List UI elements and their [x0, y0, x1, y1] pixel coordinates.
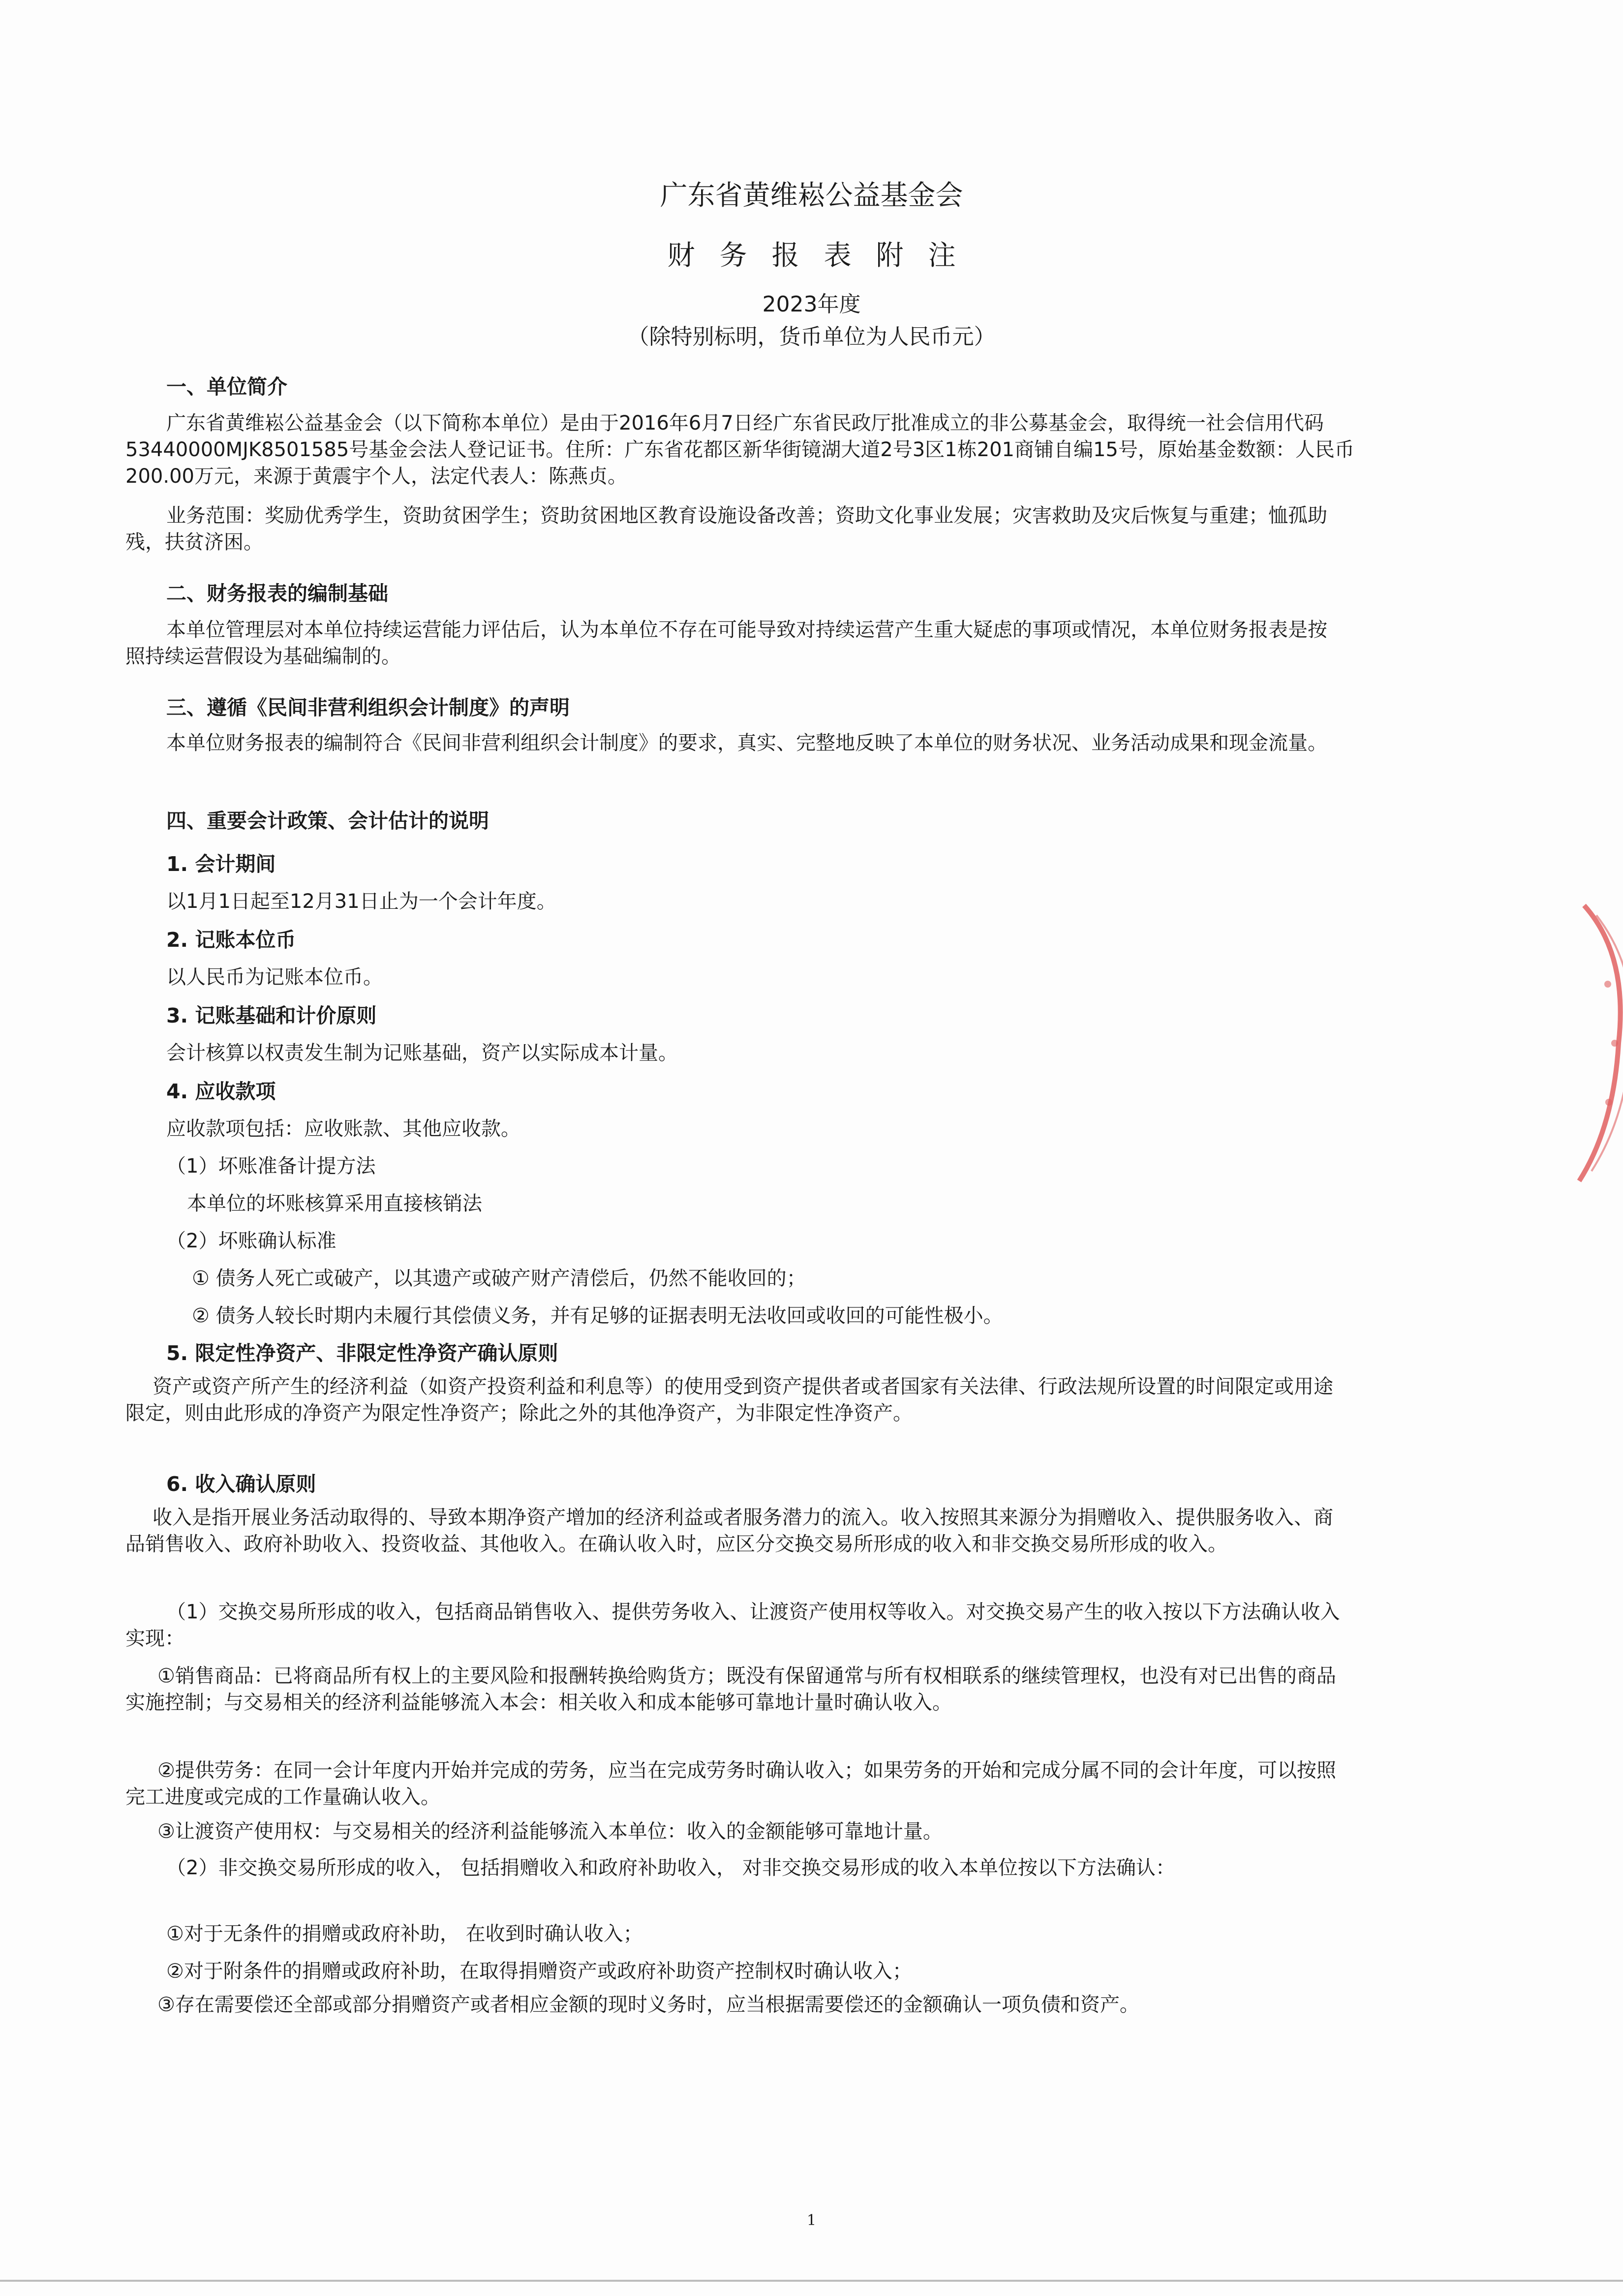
subsection-heading: 1. 会计期间: [166, 852, 276, 876]
subsection-text: 以人民币为记账本位币。: [166, 966, 383, 989]
list-text: 实现：: [125, 1627, 184, 1650]
section-1-text: 53440000MJK8501585号基金会法人登记证书。住所：广东省花都区新华街镜湖大道2号3区1栋201商铺自编15号，原始基金数额：人民币: [125, 438, 1354, 461]
list-item: ③存在需要偿还全部或部分捐赠资产或者相应金额的现时义务时，应当根据需要偿还的金额确认一项负债和资产。: [157, 1993, 1139, 2016]
subsection-text: 资产或资产所产生的经济利益（如资产投资利益和利息等）的使用受到资产提供者或者国家有关法律、行政法规所设置的时间限定或用途: [153, 1375, 1333, 1398]
list-item: ①销售商品：已将商品所有权上的主要风险和报酬转换给购货方；既没有保留通常与所有权相联系的继续管理权，也没有对已出售的商品: [157, 1665, 1336, 1687]
subsection-heading: 2. 记账本位币: [166, 928, 296, 952]
report-year: 2023年度: [762, 292, 861, 317]
page-bottom-edge: [0, 2280, 1623, 2282]
subsection-text: 限定，则由此形成的净资产为限定性净资产；除此之外的其他净资产，为非限定性净资产。: [125, 1402, 913, 1425]
subsection-heading: 6. 收入确认原则: [166, 1472, 316, 1496]
section-3-text: 本单位财务报表的编制符合《民间非营利组织会计制度》的要求，真实、完整地反映了本单位的财务状况、业务活动成果和现金流量。: [166, 732, 1327, 754]
subsection-text: 会计核算以权责发生制为记账基础，资产以实际成本计量。: [166, 1042, 678, 1064]
document-title: 广东省黄维崧公益基金会: [660, 180, 963, 212]
business-scope-text: 业务范围：奖励优秀学生，资助贫困学生；资助贫困地区教育设施设备改善；资助文化事业发展；灾害救助及灾后恢复与重建；恤孤助: [166, 504, 1327, 527]
list-item: ① 债务人死亡或破产，以其遗产或破产财产清偿后，仍然不能收回的；: [192, 1267, 806, 1290]
list-item: 完工进度或完成的工作量确认收入。: [125, 1786, 440, 1808]
list-text: （1）交换交易所形成的收入，包括商品销售收入、提供劳务收入、让渡资产使用权等收入。对交换交易产生的收入按以下方法确认收入: [166, 1601, 1340, 1623]
list-heading: （1）坏账准备计提方法: [166, 1155, 376, 1178]
list-heading: （2）坏账确认标准: [166, 1230, 337, 1252]
list-text: 本单位的坏账核算采用直接核销法: [187, 1192, 482, 1215]
list-item: ②对于附条件的捐赠或政府补助，在取得捐赠资产或政府补助资产控制权时确认收入；: [166, 1960, 912, 1983]
section-2-heading: 二、财务报表的编制基础: [166, 582, 388, 605]
seal-stamp: [1569, 896, 1623, 1191]
section-2-text: 本单位管理层对本单位持续运营能力评估后，认为本单位不存在可能导致对持续运营产生重大疑虑的事项或情况，本单位财务报表是按: [166, 619, 1327, 641]
subsection-text: 收入是指开展业务活动取得的、导致本期净资产增加的经济利益或者服务潜力的流入。收入按照其来源分为捐赠收入、提供服务收入、商: [153, 1506, 1333, 1529]
list-item: ③让渡资产使用权：与交易相关的经济利益能够流入本单位：收入的金额能够可靠地计量。: [157, 1820, 943, 1843]
subsection-heading: 3. 记账基础和计价原则: [166, 1004, 377, 1027]
subsection-heading: 5. 限定性净资产、非限定性净资产确认原则: [166, 1341, 558, 1365]
list-item: ②提供劳务：在同一会计年度内开始并完成的劳务，应当在完成劳务时确认收入；如果劳务的开始和完成分属不同的会计年度，可以按照: [157, 1759, 1336, 1782]
section-1-text: 200.00万元，来源于黄震宇个人，法定代表人：陈燕贞。: [125, 465, 627, 488]
list-item: ①对于无条件的捐赠或政府补助， 在收到时确认收入；: [166, 1923, 643, 1945]
document-subtitle: 财务报表附注: [667, 240, 980, 272]
subsection-heading: 4. 应收款项: [166, 1080, 276, 1103]
section-4-heading: 四、重要会计政策、会计估计的说明: [166, 809, 489, 833]
page-number: 1: [806, 2212, 817, 2229]
subsection-text: 以1月1日起至12月31日止为一个会计年度。: [166, 890, 556, 913]
list-text: （2）非交换交易所形成的收入， 包括捐赠收入和政府补助收入， 对非交换交易形成的收入本单位按以下方法确认：: [166, 1857, 1175, 1879]
section-2-text: 照持续运营假设为基础编制的。: [125, 645, 401, 668]
section-3-heading: 三、遵循《民间非营利组织会计制度》的声明: [166, 696, 570, 719]
list-item: 实施控制；与交易相关的经济利益能够流入本会：相关收入和成本能够可靠地计量时确认收入。: [125, 1691, 952, 1714]
business-scope-text: 残，扶贫济困。: [125, 531, 263, 554]
subsection-text: 品销售收入、政府补助收入、投资收益、其他收入。在确认收入时，应区分交换交易所形成的收入和非交换交易所形成的收入。: [125, 1533, 1227, 1555]
list-item: ② 债务人较长时期内未履行其偿债义务，并有足够的证据表明无法收回或收回的可能性极小。: [192, 1304, 1003, 1327]
section-1-heading: 一、单位简介: [166, 375, 287, 399]
section-1-text: 广东省黄维崧公益基金会（以下简称本单位）是由于2016年6月7日经广东省民政厅批准成立的非公募基金会，取得统一社会信用代码: [166, 412, 1324, 434]
subsection-text: 应收款项包括：应收账款、其他应收款。: [166, 1117, 521, 1140]
currency-note: （除特别标明，货币单位为人民币元）: [627, 324, 996, 349]
